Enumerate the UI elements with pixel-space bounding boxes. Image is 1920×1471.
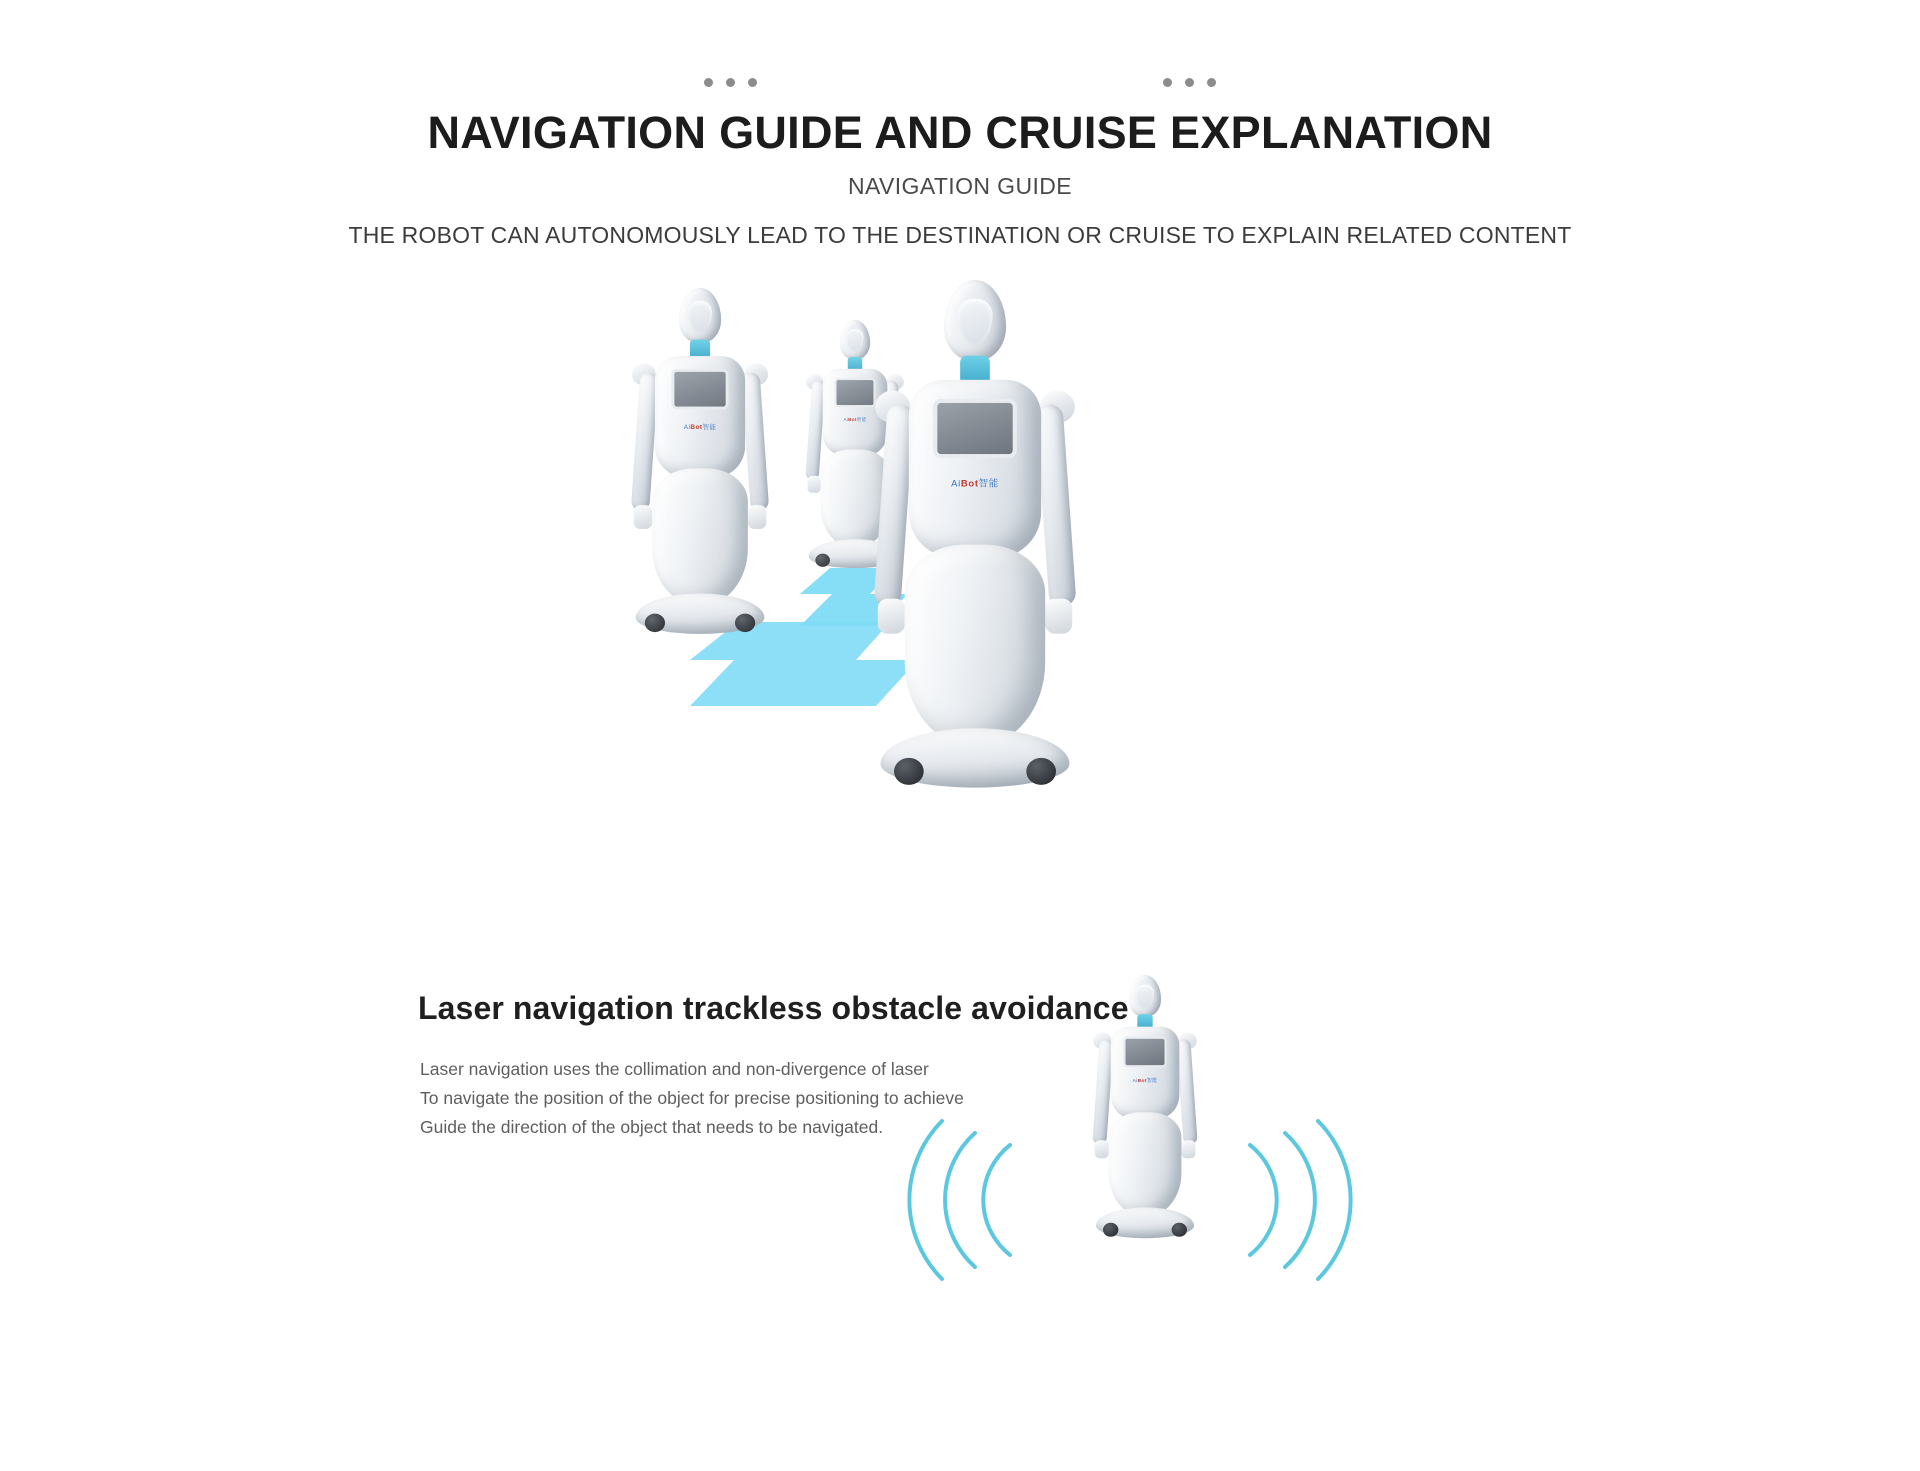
- robot-wheel-right: [1026, 758, 1056, 785]
- dot-icon: [726, 78, 735, 87]
- robot-hand-right: [1045, 599, 1072, 634]
- page-subtitle: NAVIGATION GUIDE: [847, 172, 1073, 199]
- robot-wheel-left: [1103, 1223, 1118, 1237]
- section-body-line-1: Laser navigation uses the collimation and non-divergence of laser: [420, 1059, 929, 1079]
- dot-icon: [1163, 78, 1172, 87]
- robot-brand-label: [684, 422, 717, 431]
- section-body: [420, 1055, 964, 1142]
- robot-brand-prefix: Ai: [683, 424, 691, 431]
- robot-wheel-left: [894, 758, 924, 785]
- page-header: [0, 0, 1920, 249]
- page-title: NAVIGATION GUIDE AND CRUISE EXPLANATION: [427, 107, 1493, 158]
- robot-lower-body: [652, 468, 748, 606]
- robot-brand-label: [1133, 1077, 1158, 1084]
- robot-hand-right: [1181, 1140, 1195, 1158]
- robot-brand-label: [951, 477, 999, 491]
- robot-brand-suffix: Bot: [690, 424, 703, 431]
- robot-chest-screen: [835, 378, 876, 407]
- robot-brand-suffix: Bot: [1137, 1078, 1147, 1084]
- robot-chest-screen: [933, 399, 1017, 458]
- dot-group-right: [1163, 78, 1216, 87]
- robot-hand-left: [1095, 1140, 1109, 1158]
- dot-icon: [748, 78, 757, 87]
- robot-brand-cn: 智能: [856, 417, 867, 423]
- robot-wheel-right: [735, 614, 755, 632]
- robot-wheel-left: [815, 554, 830, 567]
- robot-brand-prefix: Ai: [951, 479, 961, 490]
- robot-hand-left: [878, 599, 905, 634]
- robot-chest-screen: [671, 369, 728, 409]
- robot-wheel-left: [645, 614, 665, 632]
- robot-brand-cn: 智能: [702, 424, 717, 431]
- robot-brand-cn: 智能: [1146, 1078, 1158, 1084]
- section-title: Laser navigation trackless obstacle avoidance: [418, 990, 1129, 1026]
- laser-navigation-section: [0, 975, 1920, 1395]
- robot-hand-right: [748, 505, 766, 529]
- hero-illustration: [0, 280, 1920, 870]
- robot-brand-label: [843, 416, 866, 423]
- robot-brand-prefix: Ai: [1132, 1078, 1138, 1084]
- dot-icon: [1185, 78, 1194, 87]
- section-body-line-3: Guide the direction of the object that needs to be navigated.: [420, 1116, 884, 1137]
- decorative-dots-row: [0, 78, 1920, 87]
- robot-brand-suffix: Bot: [848, 417, 857, 423]
- robot-hand-left: [807, 476, 820, 493]
- dot-icon: [704, 78, 713, 87]
- section-body-line-2: To navigate the position of the object for precise positioning to achieve: [420, 1087, 964, 1108]
- robot-brand-suffix: Bot: [960, 479, 979, 490]
- robot-chest-screen: [1123, 1037, 1166, 1068]
- page-lead-text: THE ROBOT CAN AUTONOMOUSLY LEAD TO THE DESTINATION OR CRUISE TO EXPLAIN RELATED CONTENT: [348, 221, 1572, 248]
- robot-hand-left: [634, 505, 652, 529]
- robot-lower-body: [1109, 1112, 1182, 1217]
- dot-icon: [1207, 78, 1216, 87]
- robot-brand-cn: 智能: [978, 479, 999, 490]
- robot-lower-body: [905, 545, 1045, 748]
- robot-wheel-right: [1172, 1223, 1187, 1237]
- robot-brand-prefix: Ai: [843, 417, 849, 423]
- dot-group-left: [704, 78, 757, 87]
